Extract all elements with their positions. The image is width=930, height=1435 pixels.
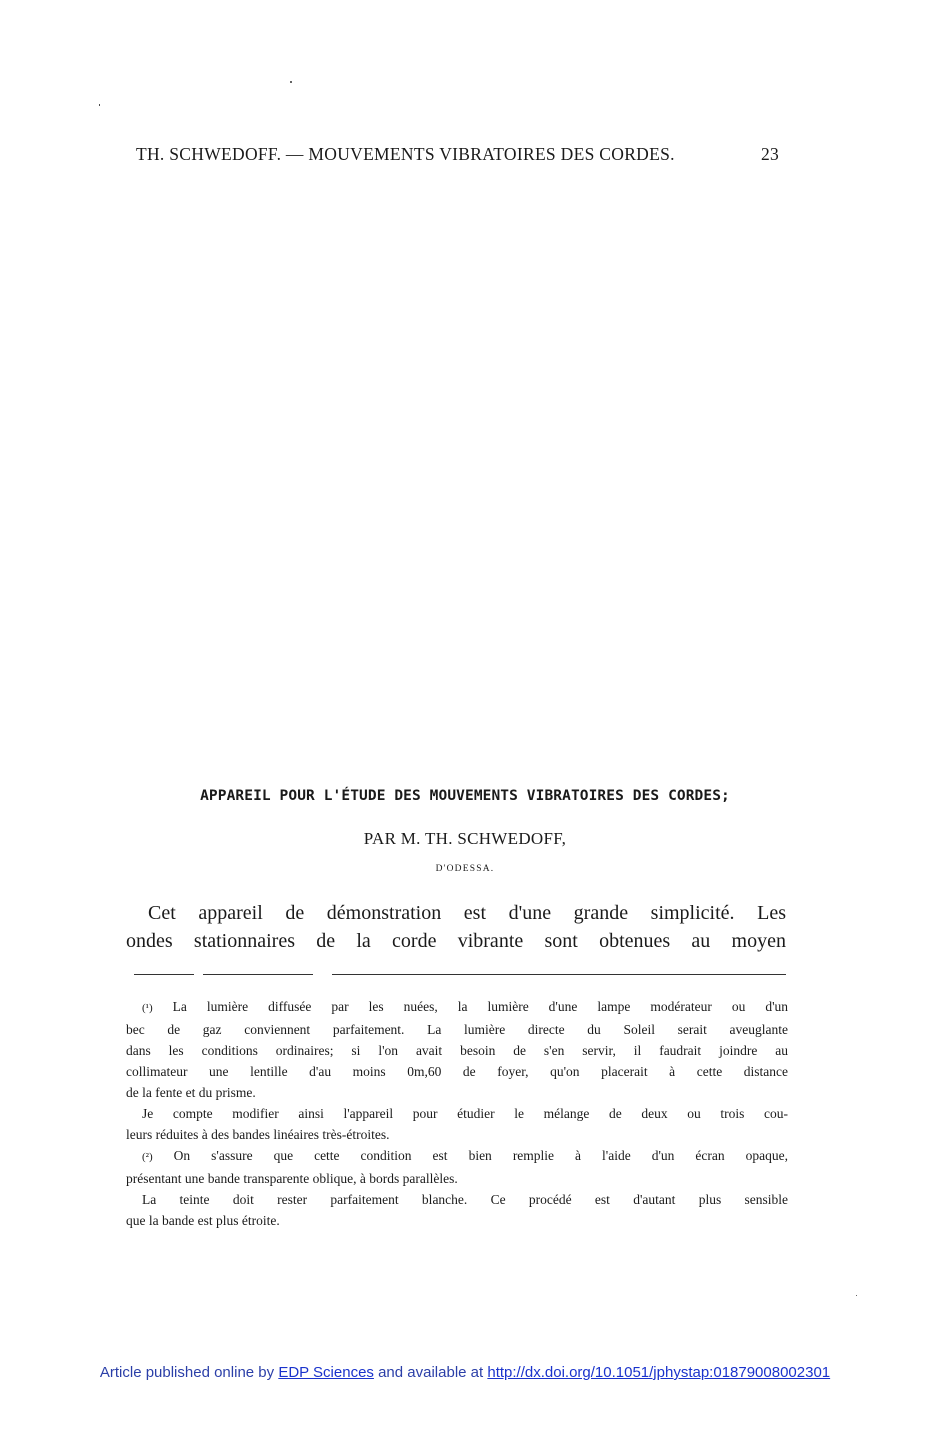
- scan-speck: [856, 1295, 857, 1296]
- footnote-marker: (²): [142, 1151, 153, 1163]
- footnote-line: présentant une bande transparente oblique, à bords parallèles.: [126, 1171, 458, 1186]
- footnote-rule: [134, 974, 194, 975]
- footnote-line: dans les conditions ordinaires; si l'on avait besoin de s'en servir, il faudrait joindre au: [126, 1043, 788, 1058]
- footnote-line: La teinte doit rester parfaitement blanche. Ce procédé est d'autant plus sensible: [142, 1192, 788, 1207]
- article-title: APPAREIL POUR L'ÉTUDE DES MOUVEMENTS VIBRATOIRES DES CORDES;: [200, 788, 730, 804]
- scan-speck: [290, 81, 292, 83]
- footnote-rule: [203, 974, 313, 975]
- footnote-text: La lumière diffusée par les nuées, la lumière d'une lampe modérateur ou d'un: [172, 999, 789, 1014]
- running-head: [136, 144, 786, 168]
- page-number: 23: [761, 144, 780, 164]
- footnotes: [126, 996, 788, 1231]
- footnote-line: [126, 996, 788, 1019]
- running-head-title: TH. SCHWEDOFF. — MOUVEMENTS VIBRATOIRES DES CORDES.: [136, 144, 675, 164]
- footer-middle: and available at: [378, 1364, 484, 1381]
- footnote-line: leurs réduites à des bandes linéaires très-étroites.: [126, 1127, 390, 1142]
- footnote-1-continued: [126, 1103, 788, 1145]
- publication-footer: [0, 1364, 930, 1381]
- footnote-line: de la fente et du prisme.: [126, 1085, 256, 1100]
- publisher-link[interactable]: EDP Sciences: [278, 1364, 374, 1381]
- footnote-line: bec de gaz conviennent parfaitement. La lumière directe du Soleil serait aveuglante: [126, 1022, 788, 1037]
- doi-link[interactable]: http://dx.doi.org/10.1051/jphystap:01879008002301: [487, 1364, 831, 1381]
- body-text-line: ondes stationnaires de la corde vibrante sont obtenues au moyen: [126, 930, 786, 952]
- author-byline: PAR M. TH. SCHWEDOFF,: [363, 829, 567, 848]
- footnote-line: que la bande est plus étroite.: [126, 1213, 280, 1228]
- footnote-rule: [332, 974, 786, 975]
- footer-prefix: Article published online by: [99, 1364, 275, 1381]
- author-affiliation: D'ODESSA.: [435, 864, 495, 874]
- footnote-2-continued: [126, 1189, 788, 1231]
- footnote-line: collimateur une lentille d'au moins 0m,60 de foyer, qu'on placerait à cette distance: [126, 1064, 788, 1079]
- footnote-line: Je compte modifier ainsi l'appareil pour étudier le mélange de deux ou trois cou-: [142, 1106, 788, 1121]
- body-text-line: Cet appareil de démonstration est d'une grande simplicité. Les: [148, 902, 786, 924]
- footnote-text: On s'assure que cette condition est bien remplie à l'aide d'un écran opaque,: [173, 1148, 789, 1163]
- footnote-marker: (¹): [142, 1002, 153, 1014]
- scan-speck: [99, 104, 100, 106]
- footnote-2: [126, 1145, 788, 1189]
- footnote-line: [126, 1145, 788, 1168]
- footnote-1: [126, 996, 788, 1103]
